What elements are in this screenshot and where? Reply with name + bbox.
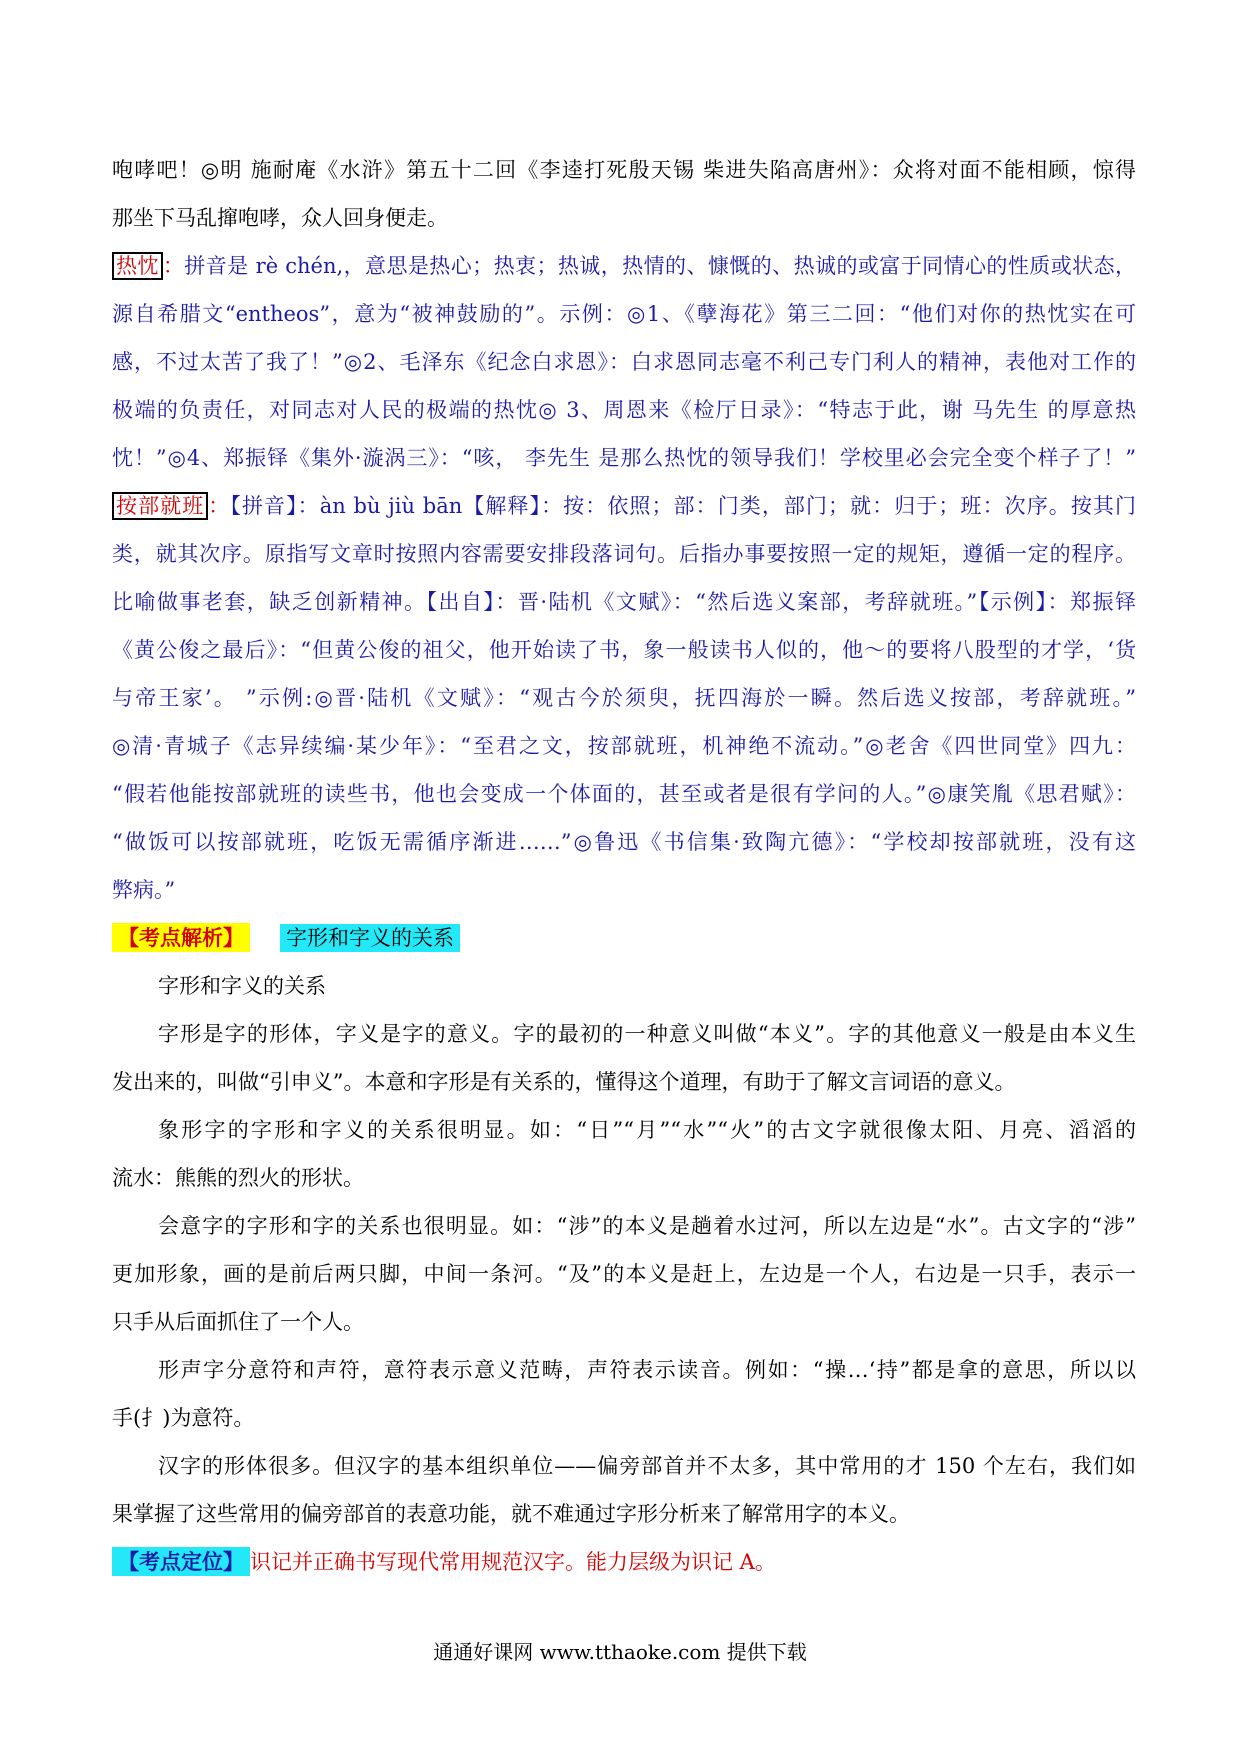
analysis-p1-line-2: 发出来的，叫做“引申义”。本意和字形是有关系的，懂得这个道理，有助于了解文言词语的意义。 — [112, 1070, 1016, 1094]
entry-anbu-line-7: “假若他能按部就班的读些书，他也会变成一个体面的，甚至或者是很有学问的人。”◎康笑胤《思君赋》： — [112, 782, 1136, 806]
entry-rechen-line-2: 源自希腊文“entheos”，意为“被神鼓励的”。示例：◎1、《孽海花》第三二回：“他们对你的热忱实在可 — [112, 302, 1136, 326]
entry-anbu-line-5: 与帝王家’。 ”示例:◎晋·陆机《文赋》：“观古今於须臾，抚四海於一瞬。然后选义按部，考辞就班。” — [112, 686, 1136, 710]
analysis-topic: 字形和字义的关系 — [280, 924, 460, 952]
entry-anbu-line-3: 比喻做事老套，缺乏创新精神。【出自】：晋·陆机《文赋》：“然后选义案部，考辞就班。”【示例】：郑振铎 — [112, 590, 1136, 614]
entry-anbu-line-2: 类，就其次序。原指写文章时按照内容需要安排段落词句。后指办事要按照一定的规矩，遵循一定的程序。 — [112, 542, 1136, 566]
analysis-heading: 字形和字义的关系 — [158, 974, 326, 998]
term-rechen: 热忱 — [112, 252, 163, 280]
analysis-p5-line-2: 果掌握了这些常用的偏旁部首的表意功能，就不难通过字形分析来了解常用字的本义。 — [112, 1502, 910, 1526]
analysis-p4-line-1: 形声字分意符和声符，意符表示意义范畴，声符表示读音。例如：“操…‘持”都是拿的意思，所以以 — [158, 1358, 1136, 1382]
entry-rechen-line-4: 极端的负责任，对同志对人民的极端的热忱◎ 3、周恩来《检厅日录》：“特志于此，谢 马先生 的厚意热 — [112, 398, 1136, 422]
analysis-p4-line-2: 手(扌)为意符。 — [112, 1406, 255, 1430]
entry-anbu-text-1: 【拼音】：àn bù jiù bān【解释】：按：依照；部：门类，部门；就：归于；班：次序。按其门 — [230, 494, 1136, 518]
entry-rechen-line-1 — [112, 242, 1136, 290]
entry-anbu-line-4: 《黄公俊之最后》：“但黄公俊的祖父，他开始读了书，象一般读书人似的，他～的要将八股型的才学，‘货 — [112, 638, 1136, 662]
term-anbu-colon: ： — [208, 494, 231, 518]
page-footer: 通通好课网 www.tthaoke.com 提供下载 — [433, 1640, 807, 1664]
analysis-p5-line-1: 汉字的形体很多。但汉字的基本组织单位——偏旁部首并不太多，其中常用的才 150 个左右，我们如 — [158, 1454, 1136, 1478]
entry-anbu-line-8: “做饭可以按部就班，吃饭无需循序渐进……”◎鲁迅《书信集·致陶亢德》：“学校却按部就班，没有这 — [112, 830, 1136, 854]
term-rechen-colon: ： — [162, 254, 185, 278]
analysis-p2-line-2: 流水：熊熊的烈火的形状。 — [112, 1166, 364, 1190]
entry-prev-line-2: 那坐下马乱撺咆哮，众人回身便走。 — [112, 206, 448, 230]
entry-rechen-line-3: 感，不过太苦了我了！”◎2、毛泽东《纪念白求恩》：白求恩同志毫不利己专门利人的精神，表他对工作的 — [112, 350, 1136, 374]
entry-anbu-line-1 — [112, 482, 1136, 530]
analysis-p1-line-1: 字形是字的形体，字义是字的意义。字的最初的一种意义叫做“本义”。字的其他意义一般是由本义生 — [158, 1022, 1136, 1046]
entry-prev-line-1: 咆哮吧！◎明 施耐庵《水浒》第五十二回《李逵打死殷天锡 柴进失陷高唐州》：众将对面不能相顾，惊得 — [112, 158, 1136, 182]
entry-rechen-text-1: 拼音是 rè chén,，意思是热心；热衷；热诚，热情的、慷慨的、热诚的或富于同情心的性质或状态， — [184, 254, 1136, 278]
analysis-p3-line-2: 更加形象，画的是前后两只脚，中间一条河。“及”的本义是赶上，左边是一个人，右边是一只手，表示一 — [112, 1262, 1136, 1286]
analysis-p3-line-3: 只手从后面抓住了一个人。 — [112, 1310, 364, 1334]
analysis-tag: 【考点解析】 — [112, 923, 250, 952]
analysis-p2-line-1: 象形字的字形和字义的关系很明显。如：“日”“月”“水”“火”的古文字就很像太阳、月亮、滔滔的 — [158, 1118, 1136, 1142]
positioning-tag: 【考点定位】 — [112, 1547, 250, 1576]
entry-rechen-line-5: 忱！”◎4、郑振铎《集外·漩涡三》：“咳， 李先生 是那么热忱的领导我们！学校里必会完全变个样子了！” — [112, 446, 1136, 470]
entry-anbu-line-6: ◎清·青城子《志异续编·某少年》：“至君之文，按部就班，机神绝不流动。”◎老舍《四世同堂》四九： — [112, 734, 1136, 758]
entry-anbu-line-9: 弊病。” — [112, 878, 176, 902]
term-anbu: 按部就班 — [112, 492, 208, 520]
positioning-text: 识记并正确书写现代常用规范汉字。能力层级为识记 A。 — [250, 1550, 776, 1574]
document-body — [112, 146, 1136, 1586]
analysis-p3-line-1: 会意字的字形和字的关系也很明显。如：“涉”的本义是趟着水过河，所以左边是“水”。古文字的“涉” — [158, 1214, 1136, 1238]
analysis-header — [112, 914, 1136, 962]
positioning-line — [112, 1538, 1136, 1586]
